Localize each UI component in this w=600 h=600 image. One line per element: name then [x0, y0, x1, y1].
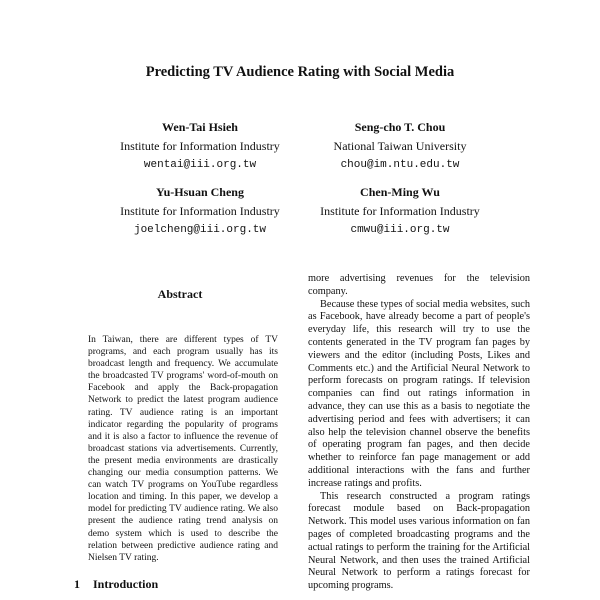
paper-title: Predicting TV Audience Rating with Social Media — [145, 64, 455, 80]
author-name: Chen-Ming Wu — [360, 185, 440, 199]
author-name: Seng-cho T. Chou — [354, 120, 446, 134]
author-email: wentai@iii.org.tw — [143, 159, 257, 171]
abstract-heading: Abstract — [157, 287, 203, 301]
right-column — [308, 273, 530, 593]
author-affiliation: National Taiwan University — [333, 139, 467, 153]
section-title: Introduction — [93, 577, 159, 591]
section-number: 1 — [74, 577, 80, 591]
author-block — [270, 118, 530, 175]
author-block — [270, 183, 530, 240]
author-affiliation: Institute for Information Industry — [120, 139, 280, 153]
section-heading — [74, 577, 158, 592]
body-paragraph: This research constructed a program ratings forecast module based on Back-propagation Network. This model uses various information on fan pages of completed broadcasting programs and the actual ratings to perform the training for the Artificial Neural Network, and then uses the trained Artificial Neural Network to perform a ratings forecast for upcoming programs. — [308, 490, 530, 592]
author-name: Wen-Tai Hsieh — [162, 120, 238, 134]
author-affiliation: Institute for Information Industry — [120, 204, 280, 218]
body-paragraph: Because these types of social media websites, such as Facebook, have already become a part of people's everyday life, this research will try to use the contents generated in the TV program fan pages by viewers and the editor (including Posts, Likes and Comments etc.) and the Artificial Neural Network to perform forecasts on program ratings. If television companies can find out ratings information in advance, they can use this as a basis to negotiate the advertising period and fees with advertisers; it can also help the television channel observe the benefits of operating program fan pages, and then decide whether to reinforce fan page management or add additional interactions with the fans and further increase ratings and profits. — [308, 298, 530, 489]
abstract-text: In Taiwan, there are different types of TV programs, and each program usually has its broadcast length and frequency. We accumulate the broadcasted TV programs' word-of-mouth on Facebook and apply the Back-propagation Network to predict the latest program audience rating. TV audience rating is an important indicator regarding the popularity of programs and it is also a factor to influence the revenue of broadcast stations via advertisements. Currently, the present media environments are drastically changing our media consumption patterns. We can watch TV programs on YouTube regardless location and timing. In this paper, we develop a model for predicting TV audience rating. We also present the audience rating trend analysis on demo system which is used to describe the relation between predictive audience rating and Nielsen TV rating. — [88, 335, 278, 563]
author-email: cmwu@iii.org.tw — [350, 224, 450, 236]
body-paragraph: more advertising revenues for the television company. — [308, 273, 530, 297]
author-name: Yu-Hsuan Cheng — [156, 185, 244, 199]
author-email: chou@im.ntu.edu.tw — [340, 159, 460, 171]
author-email: joelcheng@iii.org.tw — [133, 224, 267, 236]
author-affiliation: Institute for Information Industry — [320, 204, 480, 218]
